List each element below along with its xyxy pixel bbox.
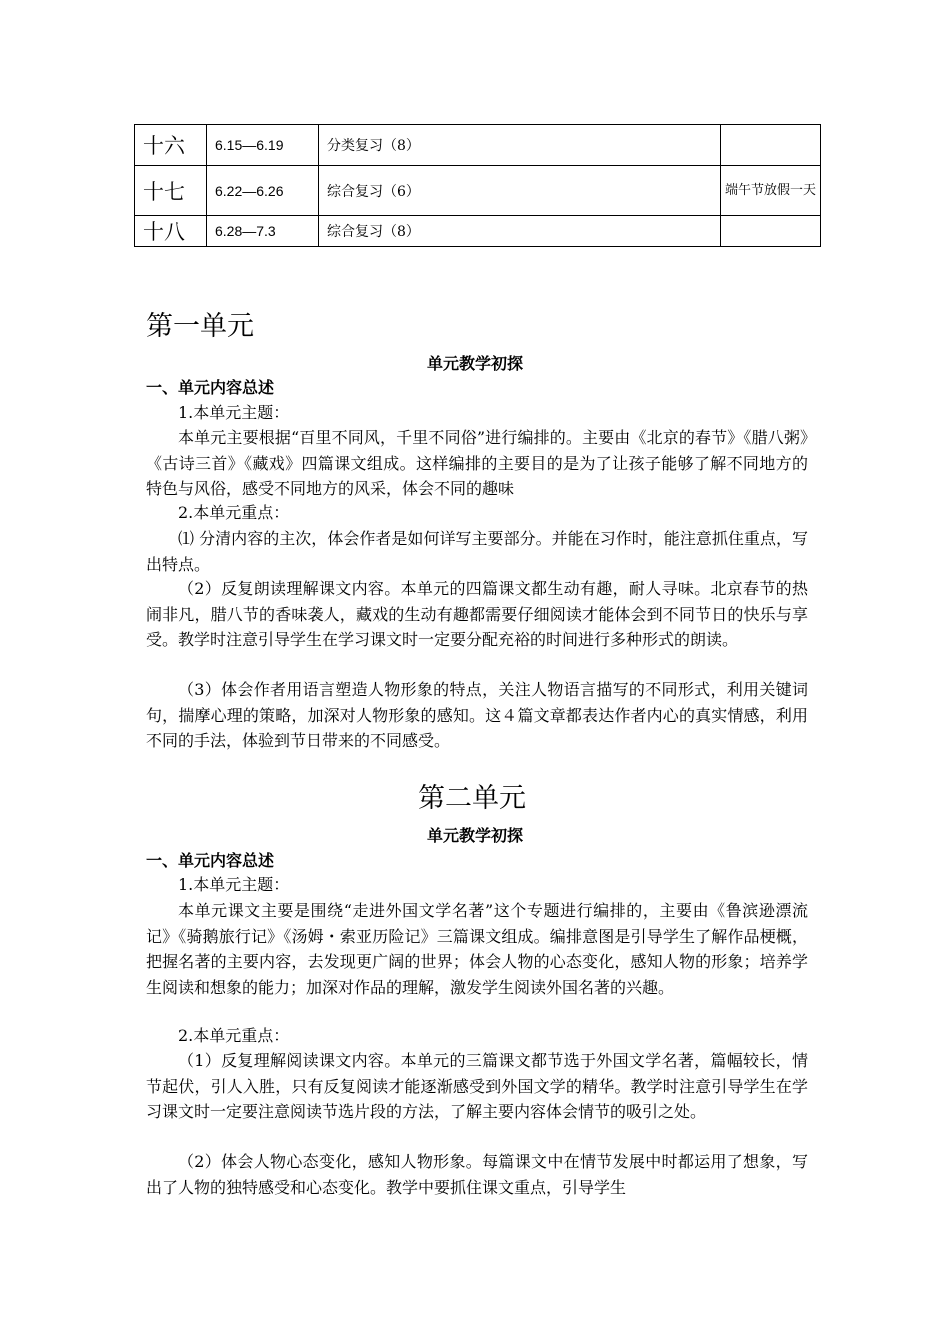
schedule-table bbox=[134, 124, 821, 247]
remark-cell bbox=[721, 216, 821, 247]
theme-label: 1.本单元主题： bbox=[178, 875, 290, 894]
content-cell: 分类复习（8） bbox=[319, 125, 721, 166]
content-cell: 综合复习（6） bbox=[319, 166, 721, 216]
unit-title: 第二单元 bbox=[418, 783, 526, 814]
focus-label: 2.本单元重点： bbox=[178, 503, 290, 522]
focus-point: ⑴ 分清内容的主次，体会作者是如何详写主要部分。并能在习作时，能注意抓住重点，写出特点。 bbox=[146, 529, 808, 574]
theme-paragraph: 本单元课文主要是围绕“走进外国文学名著”这个专题进行编排的，主要由《鲁滨逊漂流记》《骑鹅旅行记》《汤姆・索亚历险记》三篇课文组成。编排意图是引导学生了解作品梗概，把握名著的主要内容，去发现更广阔的世界；体会人物的心态变化，感知人物的形象；培养学生阅读和想象的能力；加深对作品的理解，激发学生阅读外国名著的兴趣。 bbox=[146, 901, 808, 997]
section-heading: 一、单元内容总述 bbox=[146, 851, 275, 870]
table-row bbox=[135, 216, 821, 247]
section-title: 单元教学初探 bbox=[426, 826, 523, 845]
focus-point: （2）体会人物心态变化，感知人物形象。每篇课文中在情节发展中时都运用了想象，写出了人物的独特感受和心态变化。教学中要抓住课文重点，引导学生 bbox=[146, 1152, 808, 1197]
remark-cell bbox=[721, 125, 821, 166]
week-cell: 十七 bbox=[135, 166, 207, 216]
focus-point: （3）体会作者用语言塑造人物形象的特点，关注人物语言描写的不同形式，利用关键词句，揣摩心理的策略，加深对人物形象的感知。这４篇文章都表达作者内心的真实情感，利用不同的手法，体验到节日带来的不同感受。 bbox=[146, 680, 808, 750]
focus-point: （2）反复朗读理解课文内容。本单元的四篇课文都生动有趣，耐人寻味。北京春节的热闹非凡，腊八节的香味袭人，藏戏的生动有趣都需要仔细阅读才能体会到不同节日的快乐与享受。教学时注意引导学生在学习课文时一定要分配充裕的时间进行多种形式的朗读。 bbox=[146, 579, 808, 649]
unit-title: 第一单元 bbox=[146, 311, 254, 342]
week-cell: 十六 bbox=[135, 125, 207, 166]
date-cell: 6.15—6.19 bbox=[207, 125, 319, 166]
theme-label: 1.本单元主题： bbox=[178, 403, 290, 422]
week-cell: 十八 bbox=[135, 216, 207, 247]
table-row bbox=[135, 125, 821, 166]
section-heading: 一、单元内容总述 bbox=[146, 378, 275, 397]
table-row bbox=[135, 166, 821, 216]
theme-paragraph: 本单元主要根据“百里不同风，千里不同俗”进行编排的。主要由《北京的春节》《腊八粥》《古诗三首》《藏戏》四篇课文组成。这样编排的主要目的是为了让孩子能够了解不同地方的特色与风俗，感受不同地方的风采，体会不同的趣味 bbox=[146, 428, 808, 498]
remark-cell: 端午节放假一天 bbox=[721, 166, 821, 216]
focus-point: （1）反复理解阅读课文内容。本单元的三篇课文都节选于外国文学名著，篇幅较长，情节起伏，引人入胜，只有反复阅读才能逐渐感受到外国文学的精华。教学时注意引导学生在学习课文时一定要注意阅读节选片段的方法，了解主要内容体会情节的吸引之处。 bbox=[146, 1051, 808, 1121]
date-cell: 6.22—6.26 bbox=[207, 166, 319, 216]
content-cell: 综合复习（8） bbox=[319, 216, 721, 247]
section-title: 单元教学初探 bbox=[426, 354, 523, 373]
date-cell: 6.28—7.3 bbox=[207, 216, 319, 247]
focus-label: 2.本单元重点： bbox=[178, 1026, 290, 1045]
